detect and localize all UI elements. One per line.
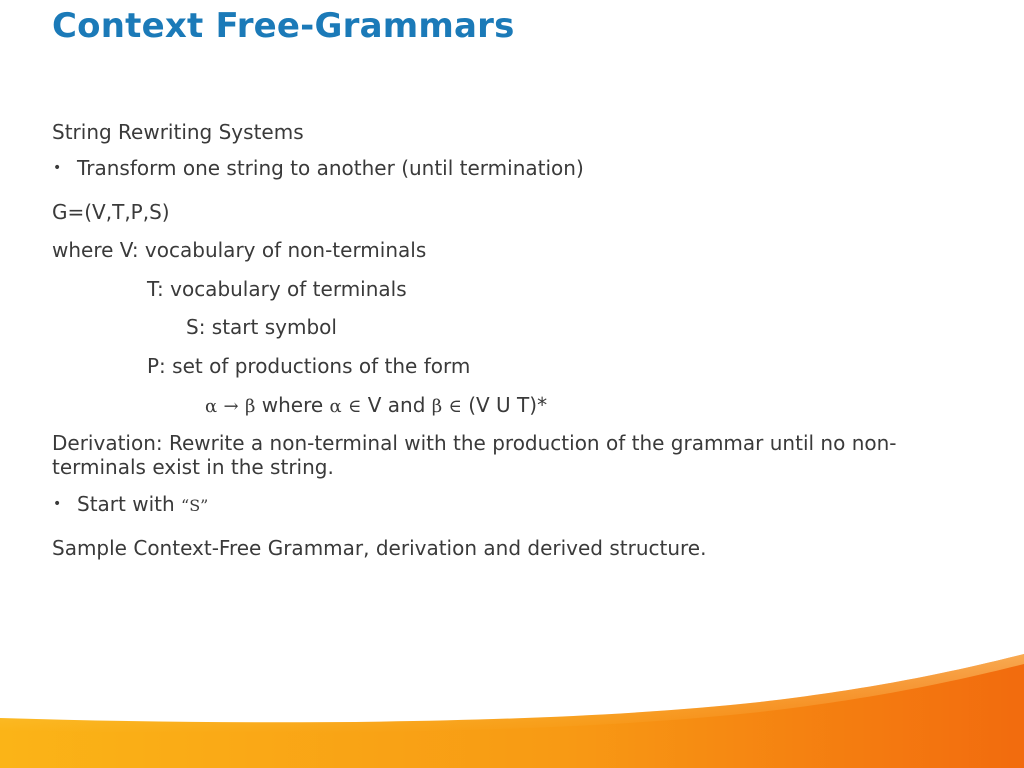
v-and-text: V and [367,393,426,417]
start-with-text: Start with [77,492,182,516]
production-form [205,393,547,419]
derivation-paragraph: Derivation: Rewrite a non-terminal with the production of the grammar until no non-terminals exist in the string. [52,431,897,479]
definition-s: S: start symbol [186,315,337,339]
bullet-start [77,492,208,518]
start-symbol-quote: “S” [181,496,209,515]
alpha-symbol: α [205,396,218,417]
bullet-marker: • [53,160,62,176]
where-word: where [261,393,324,417]
closure-text: (V U T)* [468,393,548,417]
beta-symbol: β [244,396,256,417]
alpha-symbol-2: α [329,396,342,417]
definition-t: T: vocabulary of terminals [147,277,407,301]
bullet-marker-2: • [53,496,62,512]
section-heading: String Rewriting Systems [52,120,304,144]
orange-swoosh-decoration [0,640,1024,768]
element-of-symbol: ∈ [348,396,362,417]
definition-v: where V: vocabulary of non-terminals [52,238,427,262]
definition-p: P: set of productions of the form [147,354,471,378]
element-of-symbol-2: ∈ [448,396,462,417]
bullet-transform: Transform one string to another (until termination) [77,156,584,180]
grammar-tuple: G=(V,T,P,S) [52,200,170,224]
slide-title: Context Free-Grammars [52,6,515,46]
beta-symbol-2: β [431,396,443,417]
sample-text: Sample Context-Free Grammar, derivation and derived structure. [52,536,707,560]
arrow-icon: → [223,396,239,417]
